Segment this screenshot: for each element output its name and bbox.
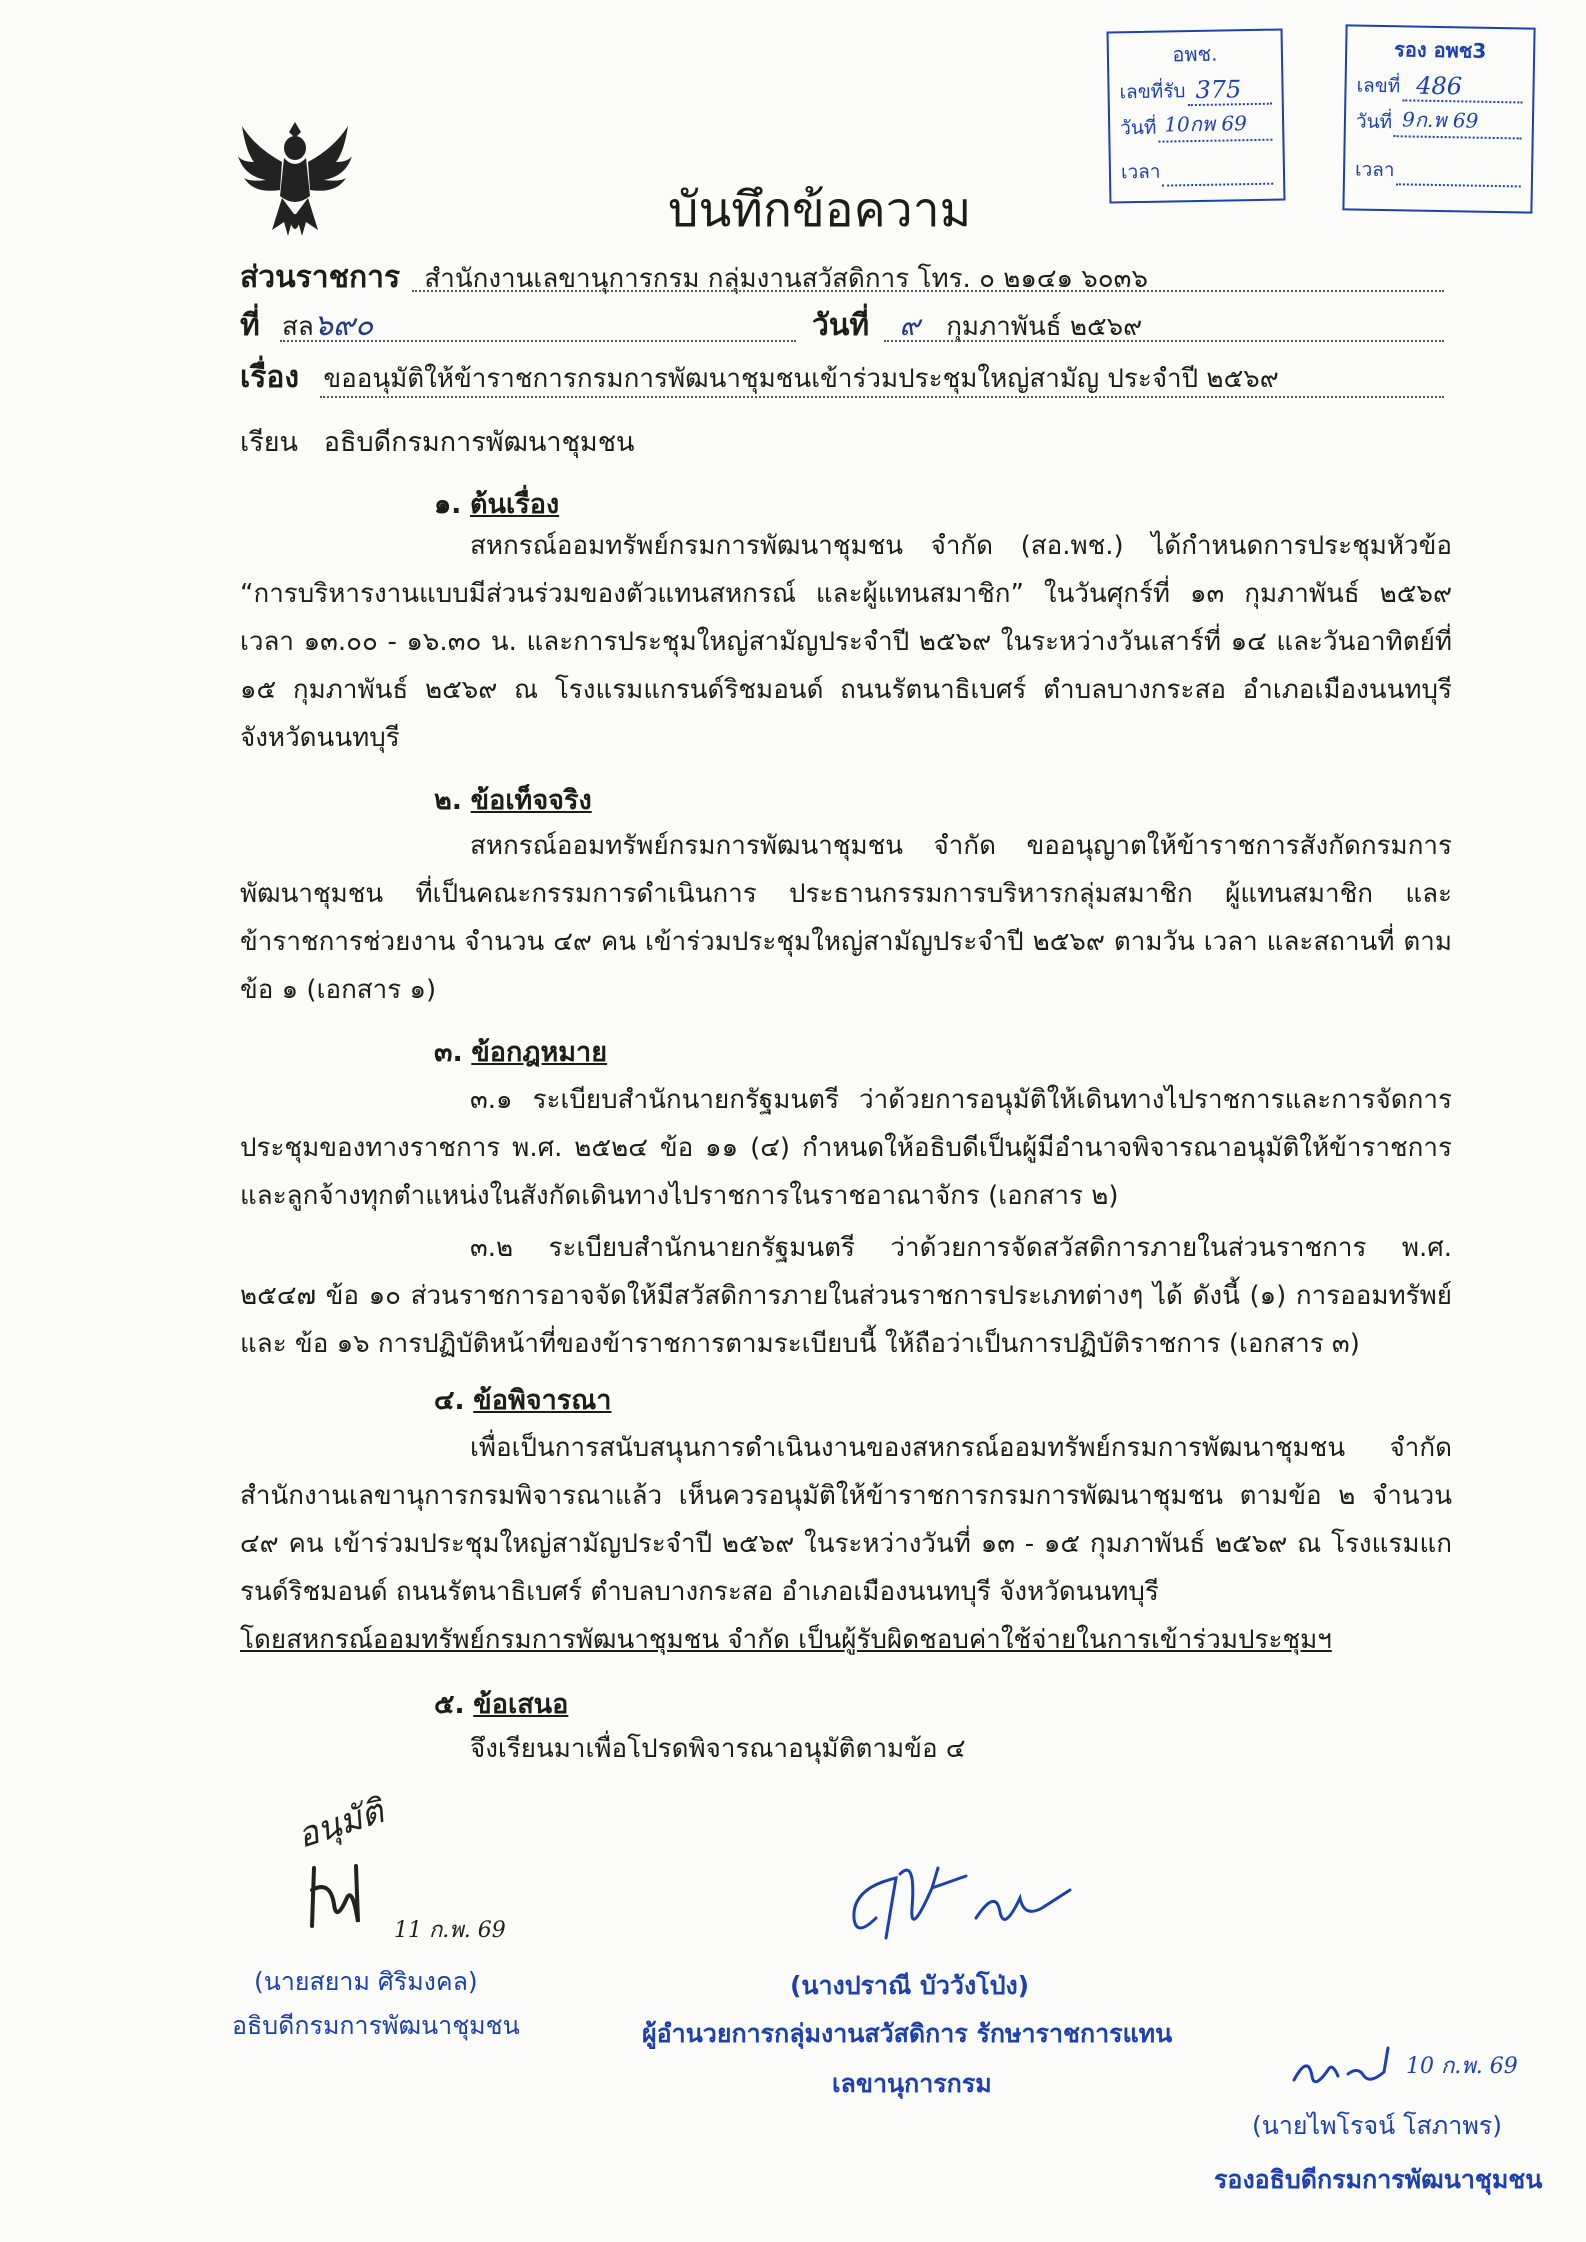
sender-name: (นางปราณี บัววังโป่ง) [790, 1971, 1030, 2000]
section-3-body-2: ๓.๒ ระเบียบสำนักนายกรัฐมนตรี ว่าด้วยการจัดสวัสดิการภายในส่วนราชการ พ.ศ. ๒๕๔๗ ข้อ ๑๐ ส่วนราชการอาจจัดให้มีสวัสดิการภายในส่วนราชการประเภทต่างๆ ได้ ดังนี้ (๑) การออมทรัพย์ และ ข้อ ๑๖ การปฏิบัติหน้าที่ของข้าราชการตามระเบียบนี้ ให้ถือว่าเป็นการปฏิบัติราชการ (เอกสาร ๓) [240, 1233, 1452, 1359]
stamp-time-label: เวลา [1354, 158, 1395, 182]
section-2-number: ๒. [434, 785, 463, 816]
stamp-title: รอง อพช3 [1393, 37, 1487, 63]
sender-position-1: ผู้อำนวยการกลุ่มงานสวัสดิการ รักษาราชการแทน [642, 2019, 1173, 2048]
date-value: กุมภาพันธ์ ๒๕๖๙ [946, 312, 1143, 342]
stamp-date-label: วันที่ [1120, 116, 1157, 140]
subject-line [240, 354, 1279, 401]
deputy-sign-date: 10 ก.พ. 69 [1406, 2054, 1518, 2079]
sender-position-2: เลขานุการกรม [832, 2069, 992, 2098]
date-day: ๙ [899, 309, 920, 342]
deputy-name: (นายไพโรจน์ โสภาพร) [1252, 2111, 1502, 2140]
approval-note: อนุมัติ [292, 1791, 389, 1857]
section-4-number: ๔. [434, 1385, 465, 1416]
stamp-recv-label: เลขที่ [1356, 74, 1401, 98]
stamp-date-value: 10กพ 69 [1164, 111, 1248, 137]
deputy-position: รองอธิบดีกรมการพัฒนาชุมชน [1214, 2165, 1543, 2194]
stamp-time-label: เวลา [1120, 160, 1161, 184]
section-2-heading [434, 778, 592, 821]
ref-number: ๖๙๐ [313, 308, 374, 343]
stamp-recv-no: 486 [1415, 71, 1463, 101]
stamp-date-value: 9ก.พ 69 [1401, 107, 1479, 133]
section-3-body-1: ๓.๑ ระเบียบสำนักนายกรัฐมนตรี ว่าด้วยการอนุมัติให้เดินทางไปราชการและการจัดการประชุมของทางราชการ พ.ศ. ๒๕๒๔ ข้อ ๑๑ (๔) กำหนดให้อธิบดีเป็นผู้มีอำนาจพิจารณาอนุมัติให้ข้าราชการและลูกจ้างทุกตำแหน่งในสังกัดเดินทางไปราชการในราชอาณาจักร (เอกสาร ๒) [240, 1085, 1452, 1211]
subject-label: เรื่อง [240, 360, 300, 395]
ref-dotline [280, 340, 796, 342]
sender-signature [846, 1848, 1076, 1958]
section-2-title: ข้อเท็จจริง [470, 785, 592, 816]
date-label: วันที่ [812, 308, 870, 343]
section-4-body: เพื่อเป็นการสนับสนุนการดำเนินงานของสหกรณ์ออมทรัพย์กรมการพัฒนาชุมชน จำกัด สำนักงานเลขานุการกรมพิจารณาแล้ว เห็นควรอนุมัติให้ข้าราชการกรมการพัฒนาชุมชน ตามข้อ ๒ จำนวน ๔๙ คน เข้าร่วมประชุมใหญ่สามัญประจำปี ๒๕๖๙ ในระหว่างวันที่ ๑๓ - ๑๕ กุมภาพันธ์ ๒๕๖๙ ณ โรงแรมแกรนด์ริชมอนด์ ถนนรัตนาธิเบศร์ ตำบลบางกระสอ อำเภอเมืองนนทบุรี จังหวัดนนทบุรี [240, 1433, 1452, 1607]
garuda-emblem-icon [236, 118, 354, 246]
agency-dotline [412, 290, 1444, 292]
agency-label: ส่วนราชการ [240, 260, 401, 295]
deputy-signature [1288, 2040, 1418, 2100]
section-4-body-underlined: โดยสหกรณ์ออมทรัพย์กรมการพัฒนาชุมชน จำกัด เป็นผู้รับผิดชอบค่าใช้จ่ายในการเข้าร่วมประชุมฯ [240, 1625, 1332, 1655]
section-5-heading [434, 1682, 568, 1725]
approval-date: 11 ก.พ. 69 [394, 1918, 506, 1943]
section-1-title: ต้นเรื่อง [470, 489, 560, 520]
section-4-title: ข้อพิจารณา [473, 1385, 612, 1416]
receipt-stamp-deputy [1342, 24, 1535, 213]
section-5-body: จึงเรียนมาเพื่อโปรดพิจารณาอนุมัติตามข้อ ๔ [470, 1734, 966, 1764]
subject-value: ขออนุมัติให้ข้าราชการกรมการพัฒนาชุมชนเข้าร่วมประชุมใหญ่สามัญ ประจำปี ๒๕๖๙ [323, 364, 1279, 394]
section-5-title: ข้อเสนอ [473, 1689, 569, 1720]
approver-name: (นายสยาม ศิริมงคล) [254, 1967, 478, 1996]
ref-label: ที่ [240, 308, 260, 343]
agency-line [240, 254, 1148, 301]
agency-value: สำนักงานเลขานุการกรม กลุ่มงานสวัสดิการ โทร. ๐ ๒๑๔๑ ๖๐๓๖ [424, 264, 1148, 294]
stamp-recv-no: 375 [1195, 75, 1242, 105]
page-title: บันทึกข้อความ [668, 182, 972, 238]
stamp-date-label: วันที่ [1355, 110, 1393, 134]
receipt-stamp-secretariat [1107, 28, 1286, 203]
section-1-body: สหกรณ์ออมทรัพย์กรมการพัฒนาชุมชน จำกัด (สอ.พช.) ได้กำหนดการประชุมหัวข้อ “การบริหารงานแบบมีส่วนร่วมของตัวแทนสหกรณ์ และผู้แทนสมาชิก” ในวันศุกร์ที่ ๑๓ กุมภาพันธ์ ๒๕๖๙ เวลา ๑๓.๐๐ - ๑๖.๓๐ น. และการประชุมใหญ่สามัญประจำปี ๒๕๖๙ ในระหว่างวันเสาร์ที่ ๑๔ และวันอาทิตย์ที่ ๑๕ กุมภาพันธ์ ๒๕๖๙ ณ โรงแรมแกรนด์ริชมอนด์ ถนนรัตนาธิเบศร์ ตำบลบางกระสอ อำเภอเมืองนนทบุรี จังหวัดนนทบุรี [240, 531, 1452, 753]
section-4-heading [434, 1378, 611, 1421]
section-3-title: ข้อกฎหมาย [471, 1037, 608, 1068]
ref-prefix: สล [282, 312, 314, 342]
section-2-body: สหกรณ์ออมทรัพย์กรมการพัฒนาชุมชน จำกัด ขออนุญาตให้ข้าราชการสังกัดกรมการพัฒนาชุมชน ที่เป็นคณะกรรมการดำเนินการ ประธานกรรมการบริหารกลุ่มสมาชิก ผู้แทนสมาชิก และข้าราชการช่วยงาน จำนวน ๔๙ คน เข้าร่วมประชุมใหญ่สามัญประจำปี ๒๕๖๙ ตามวัน เวลา และสถานที่ ตามข้อ ๑ (เอกสาร ๑) [240, 831, 1452, 1005]
subject-dotline [320, 396, 1444, 398]
section-1-heading [434, 482, 559, 525]
stamp-title: อพช. [1172, 41, 1218, 67]
salutation: เรียน อธิบดีกรมการพัฒนาชุมชน [240, 427, 635, 458]
section-5-number: ๕. [434, 1689, 465, 1720]
stamp-recv-label: เลขที่รับ [1119, 80, 1186, 104]
section-3-number: ๓. [434, 1037, 463, 1068]
section-1-number: ๑. [434, 489, 462, 520]
section-3-heading [434, 1030, 607, 1073]
approver-position: อธิบดีกรมการพัฒนาชุมชน [232, 2011, 520, 2040]
date-dotline [884, 340, 1444, 342]
